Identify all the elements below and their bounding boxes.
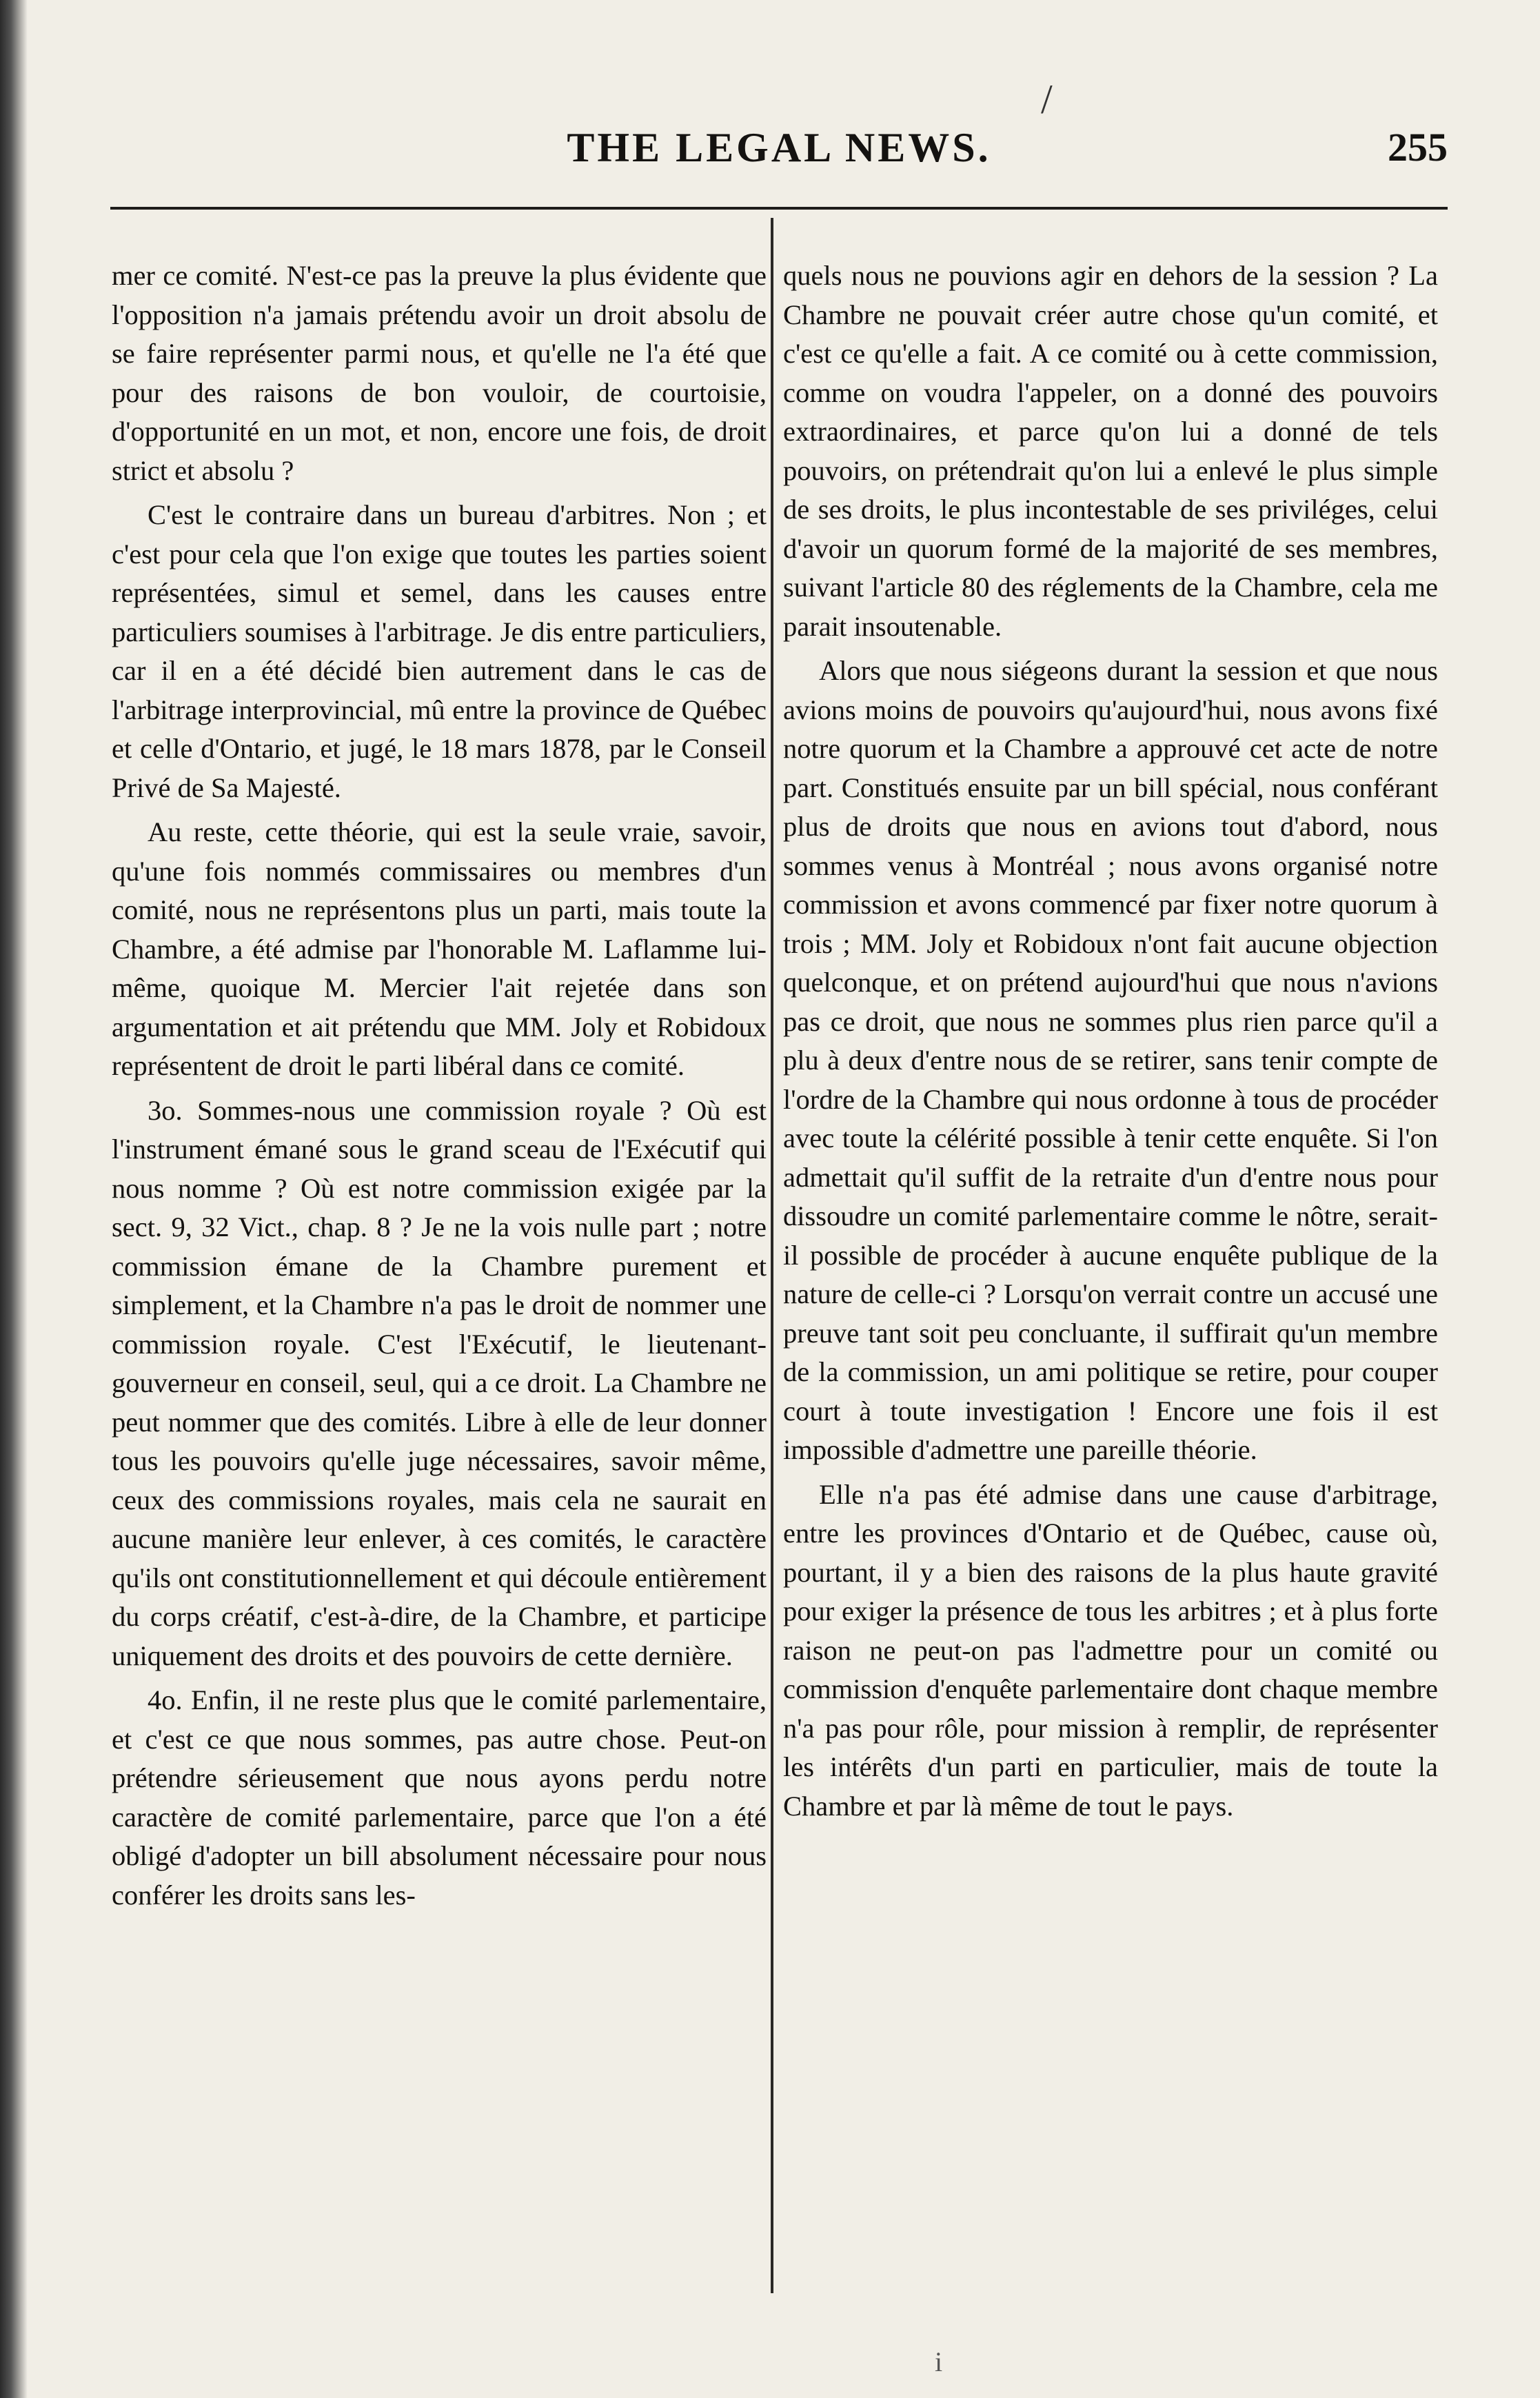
left-column	[112, 256, 767, 1915]
stray-bottom-mark: i	[935, 2346, 943, 2377]
left-paragraph-3: Au reste, cette théorie, qui est la seule vraie, savoir, qu'une fois nommés commissaires ou membres d'un comité, nous ne représentons plus un parti, mais toute la Chambre, a été admise par l'honorable M. Laflamme lui-même, quoique M. Mercier l'ait rejetée dans son argumentation et ait prétendu que MM. Joly et Robidoux représentent de droit le parti libéral dans ce comité.	[112, 816, 767, 1081]
right-column	[783, 256, 1438, 1826]
left-paragraph-4: 3o. Sommes-nous une commission royale ? Où est l'instrument émané sous le grand sceau de l'Exécutif qui nous nomme ? Où est notre commission exigée par la sect. 9, 32 Vict., chap. 8 ? Je ne la vois nulle part ; notre commission émane de la Chambre purement et simplement, et la Chambre n'a pas le droit de nommer une commission royale. C'est l'Exécutif, le lieutenant-gouverneur en conseil, seul, qui a ce droit. La Chambre ne peut nommer que des comités. Libre à elle de leur donner tous les pouvoirs qu'elle juge nécessaires, savoir même, ceux des commissions royales, mais cela ne saurait en aucune manière leur enlever, à ces comités, le caractère qu'ils ont constitutionnellement et qui découle entièrement du corps créatif, c'est-à-dire, de la Chambre, et participe uniquement des droits et des pouvoirs de cette dernière.	[112, 1094, 767, 1671]
page-header	[110, 124, 1448, 186]
page-number: 255	[1388, 125, 1448, 170]
page-binding-shadow	[0, 0, 28, 2398]
right-paragraph-3: Elle n'a pas été admise dans une cause d'arbitrage, entre les provinces d'Ontario et de Québec, cause où, pourtant, il y a bien des raisons de la plus haute gravité pour exiger la présence de tous les arbitres ; et à plus forte raison ne peut-on pas l'admettre pour un comité ou commission d'enquête parlementaire dont chaque membre n'a pas pour rôle, pour mission à remplir, de représenter les intérêts d'un parti en particulier, mais de toute la Chambre et par là même de tout le pays.	[783, 1478, 1438, 1822]
left-paragraph-1: mer ce comité. N'est-ce pas la preuve la plus évidente que l'opposition n'a jamais prétendu avoir un droit absolu de se faire représenter parmi nous, et qu'elle ne l'a été que pour des raisons de bon vouloir, de courtoisie, d'opportunité en un mot, et non, encore une fois, de droit strict et absolu ?	[112, 260, 767, 486]
running-title: THE LEGAL NEWS.	[567, 125, 991, 170]
column-divider	[771, 218, 773, 2293]
left-paragraph-5: 4o. Enfin, il ne reste plus que le comité parlementaire, et c'est ce que nous sommes, pas autre chose. Peut-on prétendre sérieusement que nous ayons perdu notre caractère de comité parlementaire, parce que l'on a été obligé d'adopter un bill absolument nécessaire pour nous conférer les droits sans les-	[112, 1684, 767, 1911]
stray-pen-mark: /	[1041, 77, 1053, 122]
left-paragraph-2: C'est le contraire dans un bureau d'arbitres. Non ; et c'est pour cela que l'on exige que toutes les parties soient représentées, simul et semel, dans les causes entre particuliers soumises à l'arbitrage. Je dis entre particuliers, car il en a été décidé bien autrement dans le cas de l'arbitrage interprovincial, mû entre la province de Québec et celle d'Ontario, et jugé, le 18 mars 1878, par le Conseil Privé de Sa Majesté.	[112, 499, 767, 803]
header-rule	[110, 207, 1448, 210]
right-paragraph-2: Alors que nous siégeons durant la session et que nous avions moins de pouvoirs qu'aujourd'hui, nous avons fixé notre quorum et la Chambre a approuvé cet acte de notre part. Constitués ensuite par un bill spécial, nous conférant plus de droits que nous en avions tout d'abord, nous sommes venus à Montréal ; nous avons organisé notre commission et avons commencé par fixer notre quorum à trois ; MM. Joly et Robidoux n'ont fait aucune objection quelconque, et on prétend aujourd'hui que nous n'avions pas ce droit, que nous ne sommes plus rien parce qu'il a plu à deux d'entre nous de se retirer, sans tenir compte de l'ordre de la Chambre qui nous ordonne à tous de procéder avec toute la célérité possible à tenir cette enquête. Si l'on admettait qu'il suffit de la retraite d'un d'entre nous pour dissoudre un comité parlementaire comme le nôtre, serait-il possible de procéder à aucune enquête publique de la nature de celle-ci ? Lorsqu'on verrait contre un accusé une preuve tant soit peu concluante, il suffirait qu'un membre de la commission, un ami politique se retire, pour couper court à toute investigation ! Encore une fois il est impossible d'admettre une pareille théorie.	[783, 655, 1438, 1465]
right-paragraph-1: quels nous ne pouvions agir en dehors de la session ? La Chambre ne pouvait créer autre chose qu'un comité, et c'est ce qu'elle a fait. A ce comité ou à cette commission, comme on voudra l'appeler, on a donné des pouvoirs extraordinaires, et parce qu'on lui a donné de tels pouvoirs, on prétendrait qu'on lui a enlevé le plus simple de ses droits, le plus incontestable de ses priviléges, celui d'avoir un quorum formé de la majorité de ses membres, suivant l'article 80 des réglements de la Chambre, cela me parait insoutenable.	[783, 260, 1438, 642]
